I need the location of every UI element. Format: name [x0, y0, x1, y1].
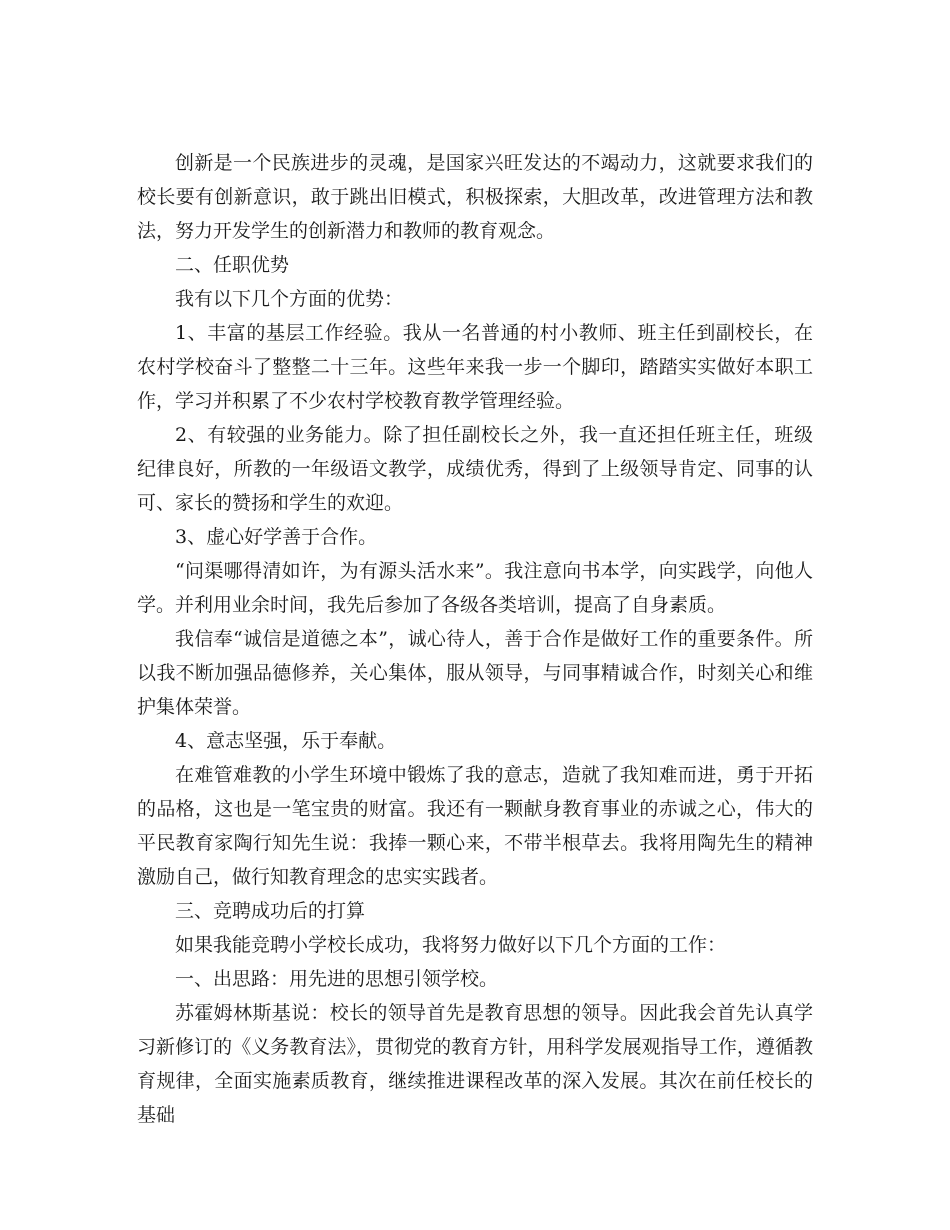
paragraph-willpower: 在难管难教的小学生环境中锻炼了我的意志，造就了我知难而进，勇于开拓的品格，这也是一笔宝贵的财富。我还有一颗献身教育事业的赤诚之心，伟大的平民教育家陶行知先生说：我捧一颗心来，不带半根草去。我将用陶先生的精神激励自己，做行知教育理念的忠实实践者。 [137, 764, 813, 888]
paragraph-leadership: 苏霍姆林斯基说：校长的领导首先是教育思想的领导。因此我会首先认真学习新修订的《义务教育法》，贯彻党的教育方针，用科学发展观指导工作，遵循教育规律，全面实施素质教育，继续推进课程改革的深入发展。其次在前任校长的基础 [137, 1002, 813, 1126]
paragraph-learning: “问渠哪得清如许，为有源头活水来”。我注意向书本学，向实践学，向他人学。并利用业余时间，我先后参加了各级各类培训，提高了自身素质。 [137, 560, 813, 616]
paragraph-advantage-3-title: 3、虚心好学善于合作。 [175, 526, 378, 548]
paragraph-advantage-1: 1、丰富的基层工作经验。我从一名普通的村小教师、班主任到副校长，在农村学校奋斗了整整二十三年。这些年来我一步一个脚印，踏踏实实做好本职工作，学习并积累了不少农村学校教育教学管理经验。 [137, 322, 813, 412]
paragraph-integrity: 我信奉“诚信是道德之本”，诚心待人，善于合作是做好工作的重要条件。所以我不断加强品德修养，关心集体，服从领导，与同事精诚合作，时刻关心和维护集体荣誉。 [137, 628, 813, 718]
paragraph-advantage-4-title: 4、意志坚强，乐于奉献。 [175, 730, 397, 752]
paragraph-advantages-intro: 我有以下几个方面的优势： [175, 288, 404, 310]
document-body [137, 146, 813, 1132]
section-heading-advantages: 二、任职优势 [175, 254, 290, 276]
paragraph-innovation: 创新是一个民族进步的灵魂，是国家兴旺发达的不竭动力，这就要求我们的校长要有创新意识，敢于跳出旧模式，积极探索，大胆改革，改进管理方法和教法，努力开发学生的创新潜力和教师的教育观念。 [137, 152, 813, 242]
paragraph-plan-1-title: 一、出思路：用先进的思想引领学校。 [175, 968, 499, 990]
section-heading-plans: 三、竞聘成功后的打算 [175, 900, 366, 922]
paragraph-advantage-2: 2、有较强的业务能力。除了担任副校长之外，我一直还担任班主任，班级纪律良好，所教的一年级语文教学，成绩优秀，得到了上级领导肯定、同事的认可、家长的赞扬和学生的欢迎。 [137, 424, 813, 514]
paragraph-plans-intro: 如果我能竞聘小学校长成功，我将努力做好以下几个方面的工作： [175, 934, 727, 956]
